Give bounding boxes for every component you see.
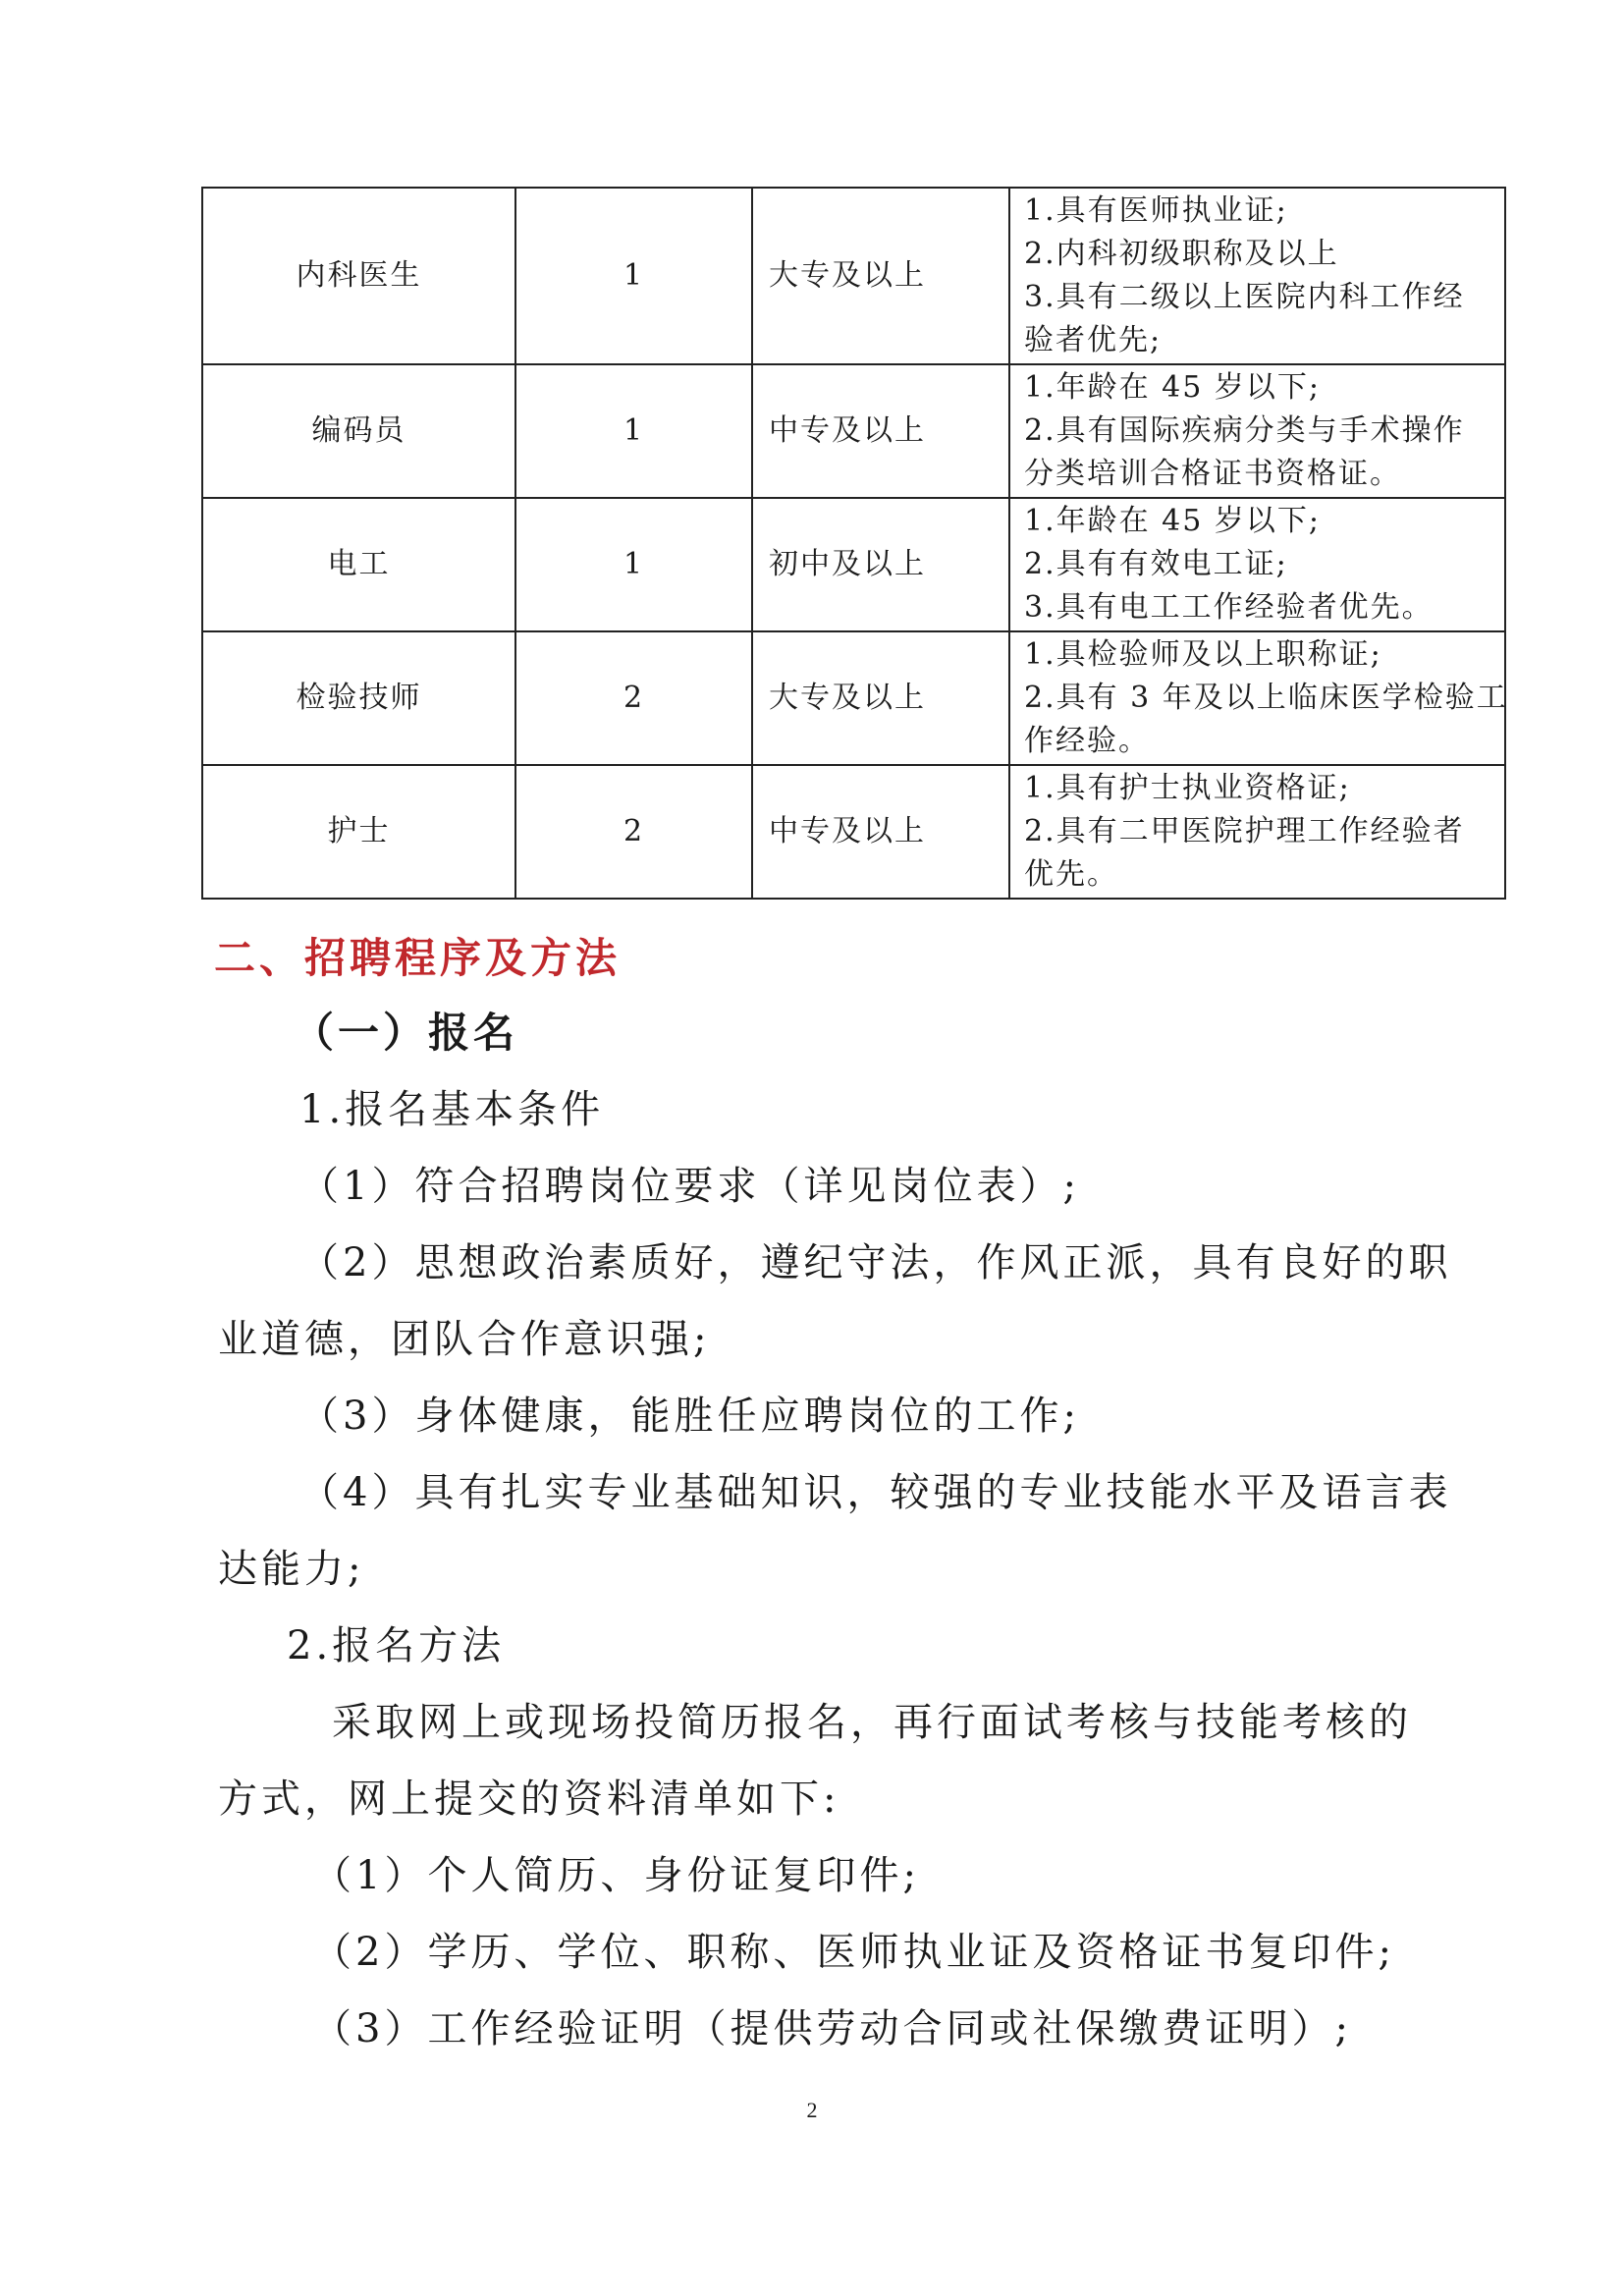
requirement-line: 2.具有 3 年及以上临床医学检验工 — [1024, 681, 1508, 715]
education-cell: 大专及以上 — [752, 188, 1009, 364]
paragraph-line: （4）具有扎实专业基础知识，较强的专业技能水平及语言表 — [299, 1470, 1452, 1515]
requirement-line: 1.年龄在 45 岁以下; — [1024, 504, 1321, 538]
requirement-line: 2.具有有效电工证; — [1024, 547, 1288, 581]
requirement-line: 优先。 — [1024, 857, 1118, 892]
position-cell: 内科医生 — [202, 188, 515, 364]
requirements-cell — [1009, 188, 1505, 364]
education-cell: 初中及以上 — [752, 498, 1009, 631]
count-cell: 1 — [515, 498, 752, 631]
position-cell: 编码员 — [202, 364, 515, 498]
paragraph-line: （1）个人简历、身份证复印件; — [312, 1853, 920, 1898]
positions-table — [201, 187, 1506, 900]
requirement-line: 1.具有医师执业证; — [1024, 193, 1288, 228]
position-cell: 护士 — [202, 765, 515, 899]
paragraph-line: （3）身体健康，能胜任应聘岗位的工作; — [299, 1394, 1080, 1439]
requirement-line: 3.具有二级以上医院内科工作经 — [1024, 280, 1465, 314]
count-cell: 2 — [515, 765, 752, 899]
requirement-line: 验者优先; — [1024, 323, 1163, 357]
paragraph-line: （2）学历、学位、职称、医师执业证及资格证书复印件; — [312, 1930, 1395, 1975]
count-cell: 1 — [515, 364, 752, 498]
count-cell: 2 — [515, 631, 752, 765]
table-row — [202, 765, 1505, 899]
requirement-line: 1.具检验师及以上职称证; — [1024, 637, 1382, 672]
position-cell: 检验技师 — [202, 631, 515, 765]
requirement-line: 3.具有电工工作经验者优先。 — [1024, 590, 1434, 625]
item-heading: 2.报名方法 — [287, 1623, 506, 1668]
paragraph-line: 达能力; — [218, 1547, 365, 1592]
requirement-line: 2.具有国际疾病分类与手术操作 — [1024, 413, 1465, 448]
requirement-line: 分类培训合格证书资格证。 — [1024, 457, 1401, 491]
item-heading: 1.报名基本条件 — [299, 1087, 605, 1132]
table-row — [202, 364, 1505, 498]
requirements-cell — [1009, 498, 1505, 631]
education-cell: 中专及以上 — [752, 765, 1009, 899]
requirement-line: 1.年龄在 45 岁以下; — [1024, 370, 1321, 405]
table-row — [202, 631, 1505, 765]
requirement-line: 2.内科初级职称及以上 — [1024, 237, 1339, 271]
position-cell: 电工 — [202, 498, 515, 631]
education-cell: 大专及以上 — [752, 631, 1009, 765]
requirement-line: 2.具有二甲医院护理工作经验者 — [1024, 814, 1465, 848]
education-cell: 中专及以上 — [752, 364, 1009, 498]
subsection-heading: （一）报名 — [293, 1009, 519, 1057]
requirements-cell — [1009, 364, 1505, 498]
requirement-line: 1.具有护士执业资格证; — [1024, 771, 1351, 805]
paragraph-line: （2）思想政治素质好，遵纪守法，作风正派，具有良好的职 — [299, 1240, 1452, 1285]
paragraph-line: （1）符合招聘岗位要求（详见岗位表）; — [299, 1164, 1080, 1209]
requirements-cell — [1009, 631, 1508, 765]
table-row — [202, 498, 1505, 631]
count-cell: 1 — [515, 188, 752, 364]
requirement-line: 作经验。 — [1024, 724, 1150, 758]
table-row — [202, 188, 1505, 364]
requirements-cell — [1009, 765, 1505, 899]
paragraph-line: 方式，网上提交的资料清单如下: — [218, 1777, 840, 1822]
paragraph-line: （3）工作经验证明（提供劳动合同或社保缴费证明）; — [312, 2006, 1352, 2051]
paragraph-line: 采取网上或现场投简历报名，再行面试考核与技能考核的 — [332, 1700, 1412, 1745]
section-heading: 二、招聘程序及方法 — [214, 934, 622, 982]
page-number: 2 — [806, 2098, 818, 2122]
paragraph-line: 业道德，团队合作意识强; — [218, 1317, 711, 1362]
